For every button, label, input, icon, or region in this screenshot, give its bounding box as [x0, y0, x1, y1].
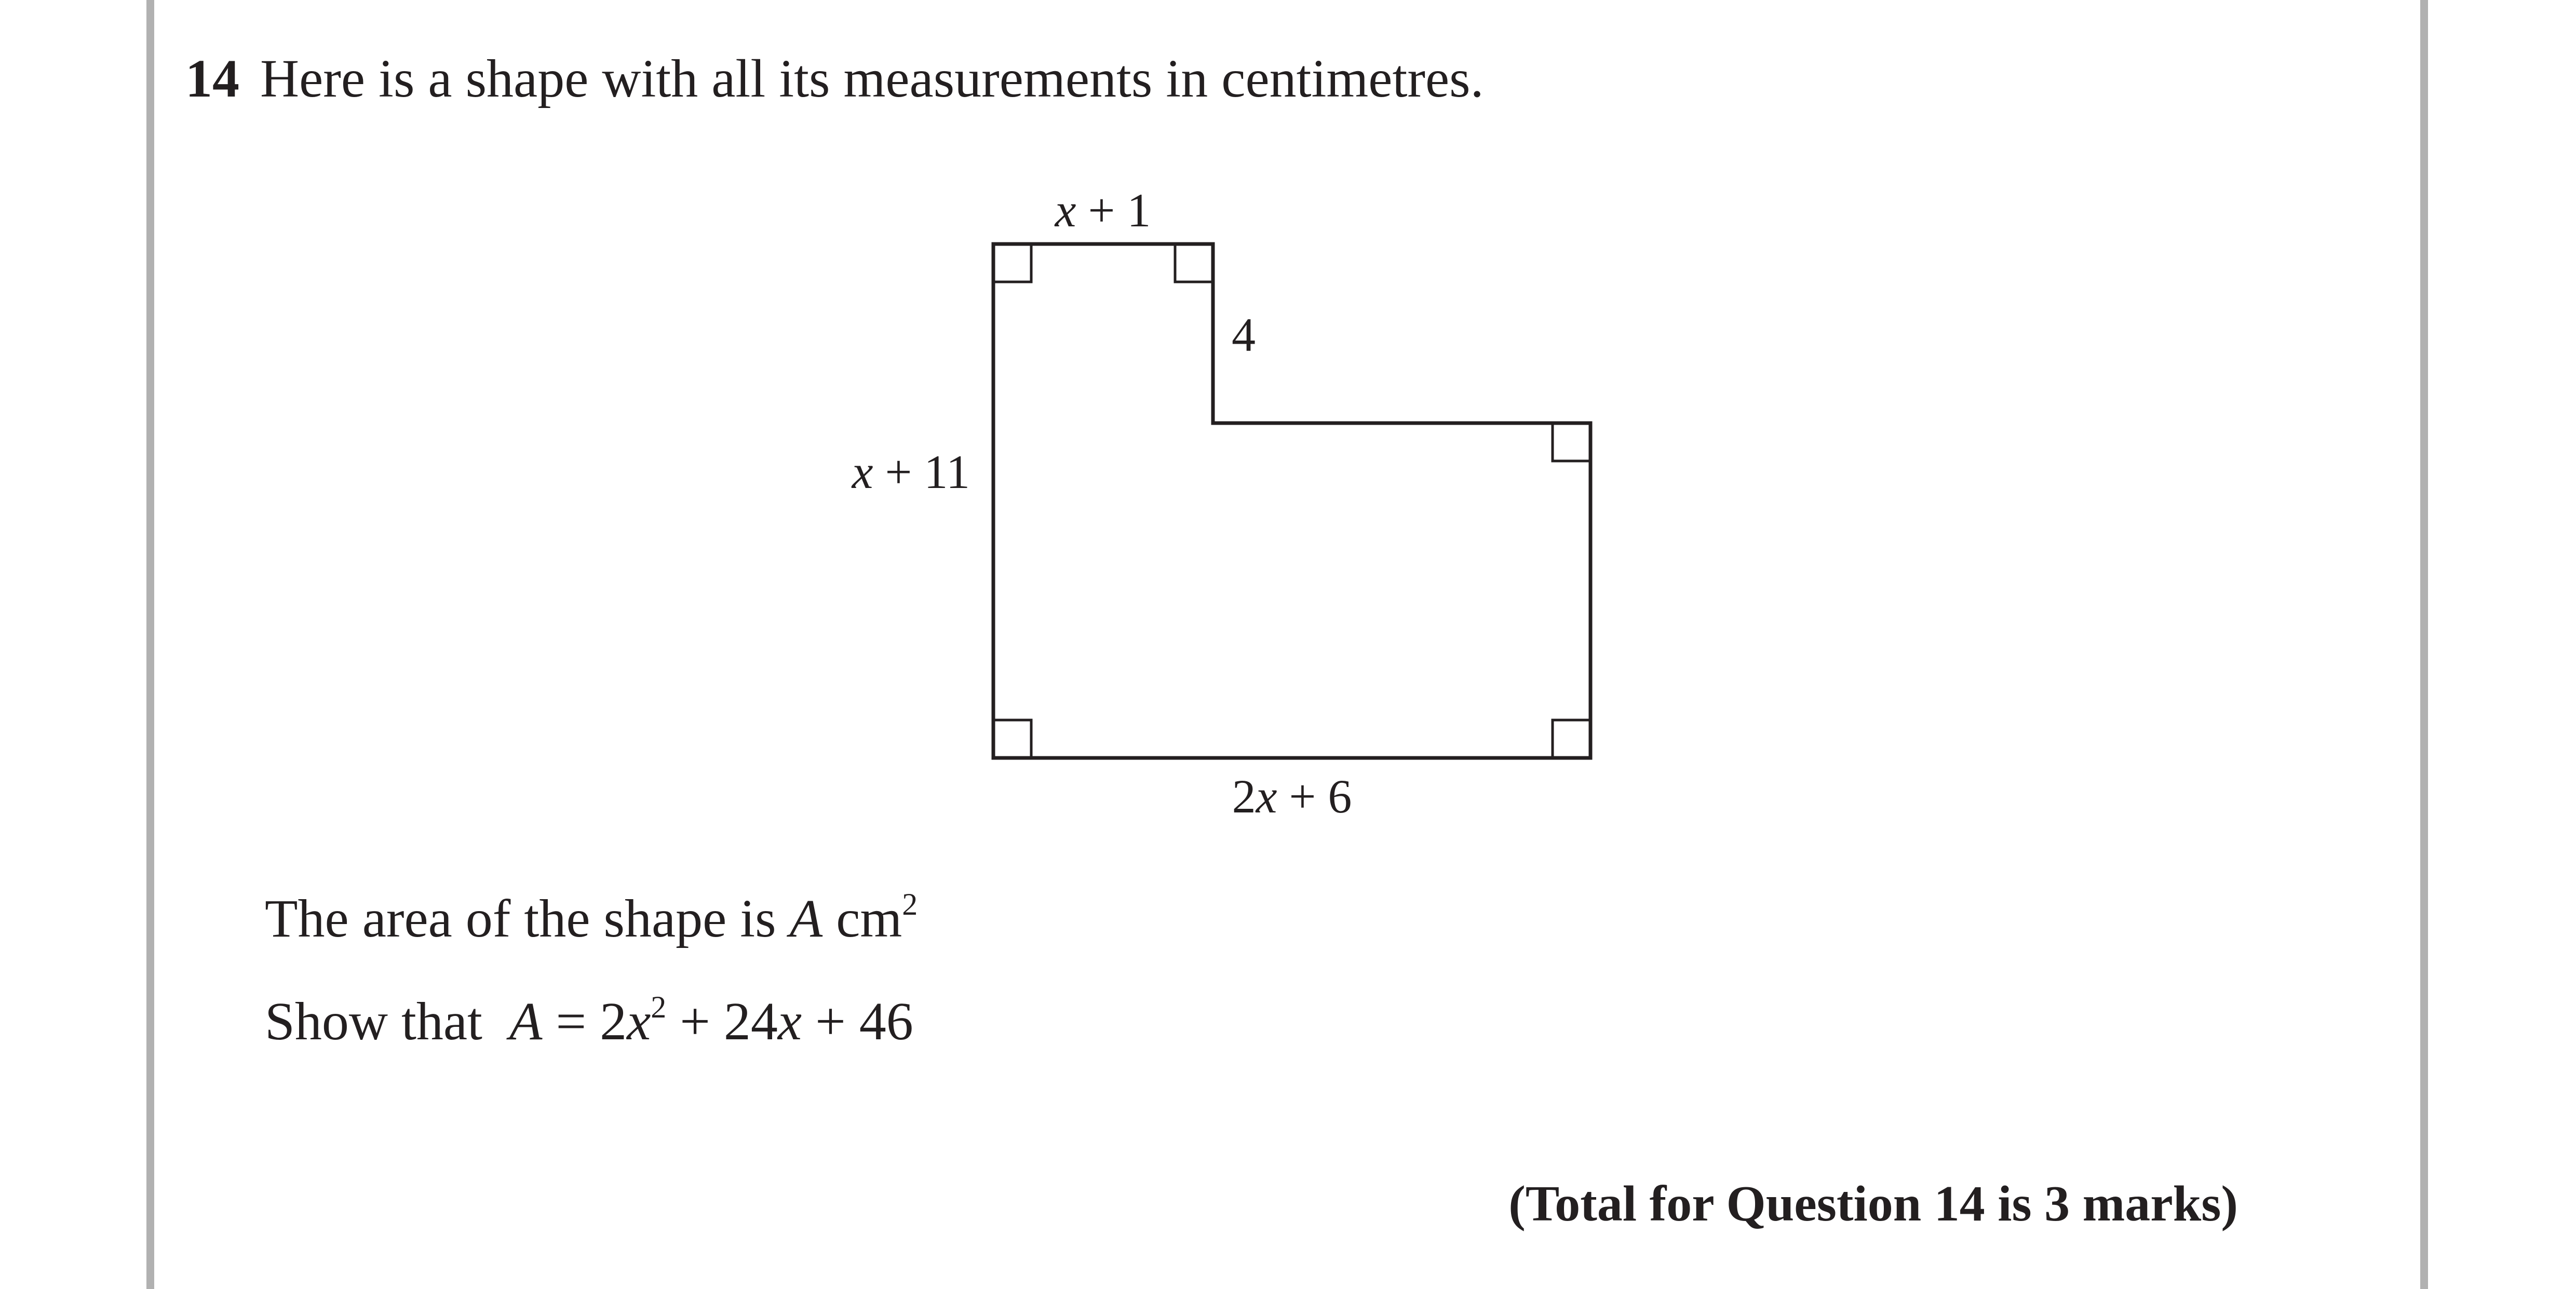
- label-top-rest: + 1: [1076, 184, 1151, 237]
- formula-x-var: x: [777, 992, 802, 1051]
- label-top-var: x: [1055, 184, 1076, 237]
- right-angle-marker-bottom-right: [1553, 720, 1590, 758]
- area-unit-power: 2: [902, 887, 918, 921]
- l-shape-outline: [993, 244, 1590, 758]
- label-bottom-width: [1232, 770, 1352, 823]
- formula-x-squared-var: x: [627, 992, 651, 1051]
- right-angle-marker-top-left: [993, 244, 1031, 282]
- label-bottom-coef: 2: [1232, 770, 1256, 823]
- show-that-statement: [265, 990, 913, 1051]
- label-step-height: 4: [1232, 308, 1256, 361]
- formula-eq: = 2: [542, 992, 627, 1051]
- formula-power: 2: [651, 990, 667, 1024]
- show-that-prefix: Show that: [265, 992, 509, 1051]
- label-left-height: [851, 445, 970, 498]
- right-angle-marker-bottom-left: [993, 720, 1031, 758]
- area-statement: [265, 887, 918, 948]
- total-marks: (Total for Question 14 is 3 marks): [1508, 1176, 2238, 1232]
- area-variable: A: [789, 889, 823, 948]
- question-number: 14: [185, 49, 239, 108]
- label-left-var: x: [852, 445, 873, 498]
- right-angle-marker-right-top: [1553, 423, 1590, 461]
- formula-rest: + 46: [802, 992, 913, 1051]
- formula-lhs: A: [509, 992, 543, 1051]
- label-bottom-rest: + 6: [1277, 770, 1352, 823]
- label-top-width: [1054, 184, 1151, 237]
- label-left-rest: + 11: [873, 445, 970, 498]
- label-bottom-var: x: [1256, 770, 1277, 823]
- formula-mid: + 24: [666, 992, 778, 1051]
- right-angle-marker-top-step: [1175, 244, 1213, 282]
- area-prefix: The area of the shape is: [265, 889, 790, 948]
- question-text: Here is a shape with all its measurements in centimetres.: [260, 49, 1484, 108]
- area-unit: cm: [822, 889, 902, 948]
